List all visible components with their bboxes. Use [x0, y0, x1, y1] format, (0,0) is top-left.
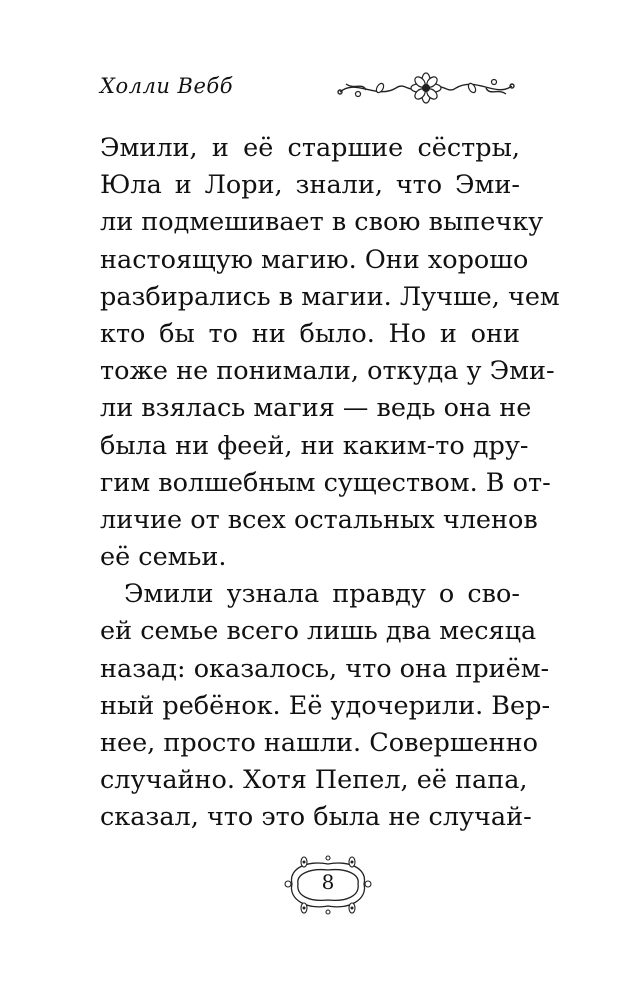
page-number: 8	[321, 870, 335, 894]
text-line: назад: оказалось, что она приём-	[100, 653, 550, 684]
text-line: ей семье всего лишь два месяца	[100, 616, 537, 647]
text-line: ли подмешивает в свою выпечку	[100, 207, 544, 238]
text-line: личие от всех остальных членов	[100, 504, 538, 535]
text-line: Эмили, и её старшие сёстры,	[100, 133, 520, 163]
floral-ornament-icon	[336, 70, 516, 106]
text-line: сказал, что это была не случай-	[100, 802, 532, 833]
text-line: Юла и Лори, знали, что Эми-	[100, 170, 520, 201]
text-line: была ни феей, ни каким-то дру-	[100, 430, 529, 461]
text-line: разбирались в магии. Лучше, чем	[100, 281, 560, 312]
text-line: кто бы то ни было. Но и они	[100, 318, 520, 349]
text-line: ный ребёнок. Её удочерили. Вер-	[100, 690, 551, 721]
text-line: гим волшебным существом. В от-	[100, 467, 551, 498]
text-line: нее, просто нашли. Совершенно	[100, 728, 538, 758]
running-header	[100, 70, 520, 106]
author-name: Холли Вебб	[100, 74, 234, 98]
page-body-text	[100, 130, 560, 837]
text-line: ли взялась магия — ведь она не	[100, 393, 532, 424]
text-line: тоже не понимали, откуда у Эми-	[100, 356, 555, 387]
text-line: Эмили узнала правду о сво-	[124, 579, 520, 610]
paragraph	[100, 576, 551, 836]
text-line: её семьи.	[100, 542, 227, 573]
page-footer	[278, 850, 378, 920]
text-line: случайно. Хотя Пепел, её папа,	[100, 765, 528, 796]
text-line: настоящую магию. Они хорошо	[100, 244, 529, 275]
paragraph	[100, 130, 560, 576]
